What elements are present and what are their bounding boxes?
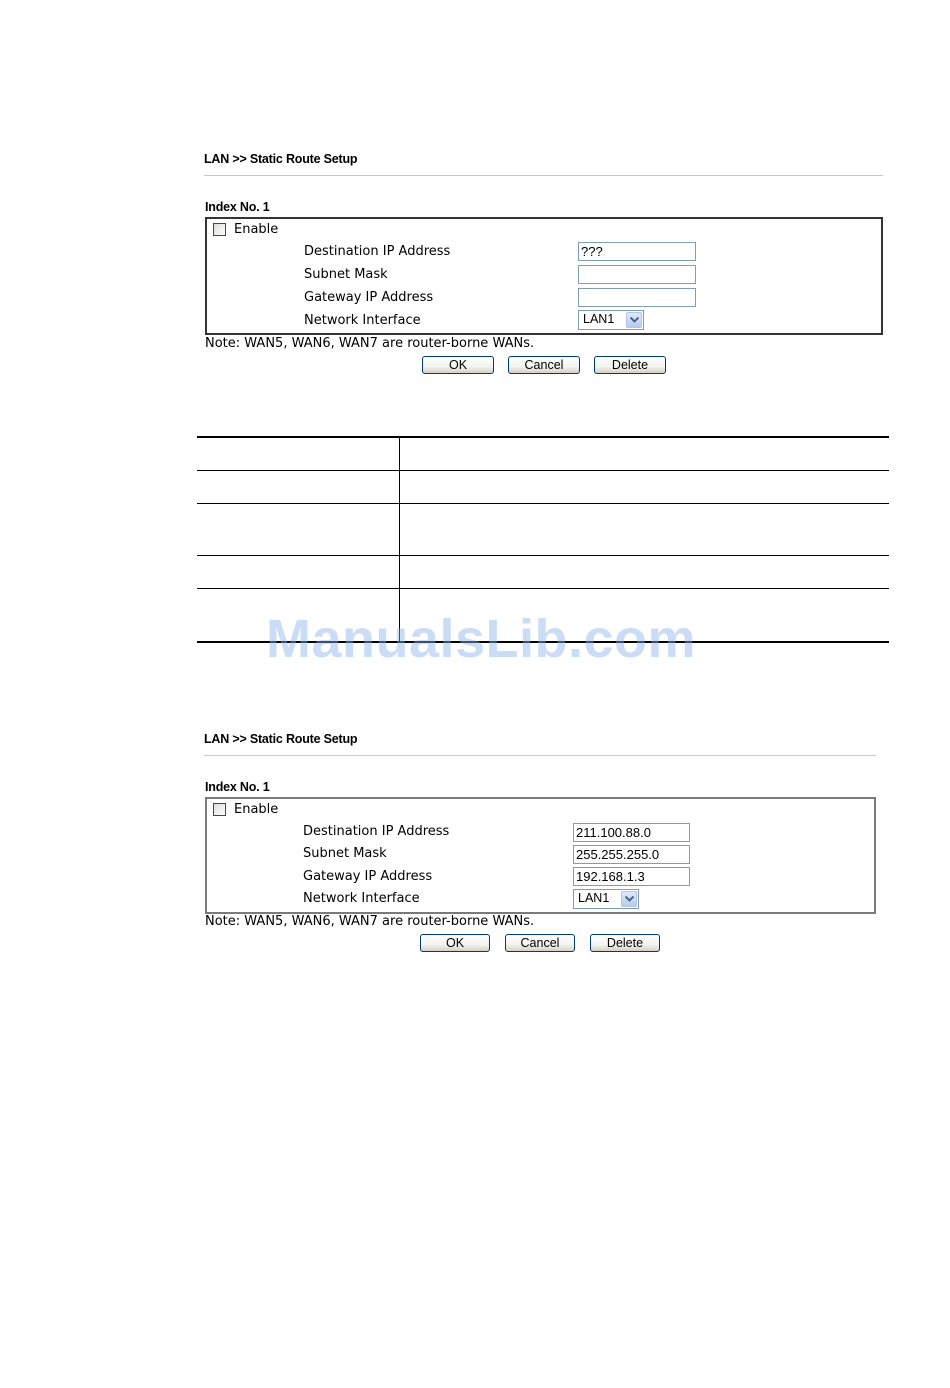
- gateway-ip-input[interactable]: [578, 288, 696, 307]
- delete-button[interactable]: Delete: [590, 934, 660, 952]
- table-top-rule: [197, 436, 889, 438]
- index-label: Index No. 1: [205, 780, 270, 794]
- chevron-down-icon[interactable]: [621, 891, 637, 907]
- destination-ip-input[interactable]: [578, 242, 696, 261]
- network-interface-select[interactable]: [573, 889, 639, 909]
- static-route-panel-empty: [204, 152, 888, 382]
- subnet-mask-input[interactable]: [578, 265, 696, 284]
- enable-label: Enable: [234, 802, 279, 817]
- page-title: LAN >> Static Route Setup: [204, 732, 358, 746]
- index-label: Index No. 1: [205, 200, 270, 214]
- subnet-mask-label: Subnet Mask: [303, 846, 387, 861]
- gateway-ip-input[interactable]: [573, 867, 690, 886]
- table-row-divider: [197, 470, 889, 471]
- network-interface-value: LAN1: [578, 891, 610, 905]
- network-interface-label: Network Interface: [304, 313, 421, 328]
- page-title: LAN >> Static Route Setup: [204, 152, 358, 166]
- title-divider: [204, 755, 876, 756]
- gateway-ip-label: Gateway IP Address: [304, 290, 434, 305]
- wan-note: Note: WAN5, WAN6, WAN7 are router-borne WANs.: [205, 914, 535, 929]
- subnet-mask-label: Subnet Mask: [304, 267, 388, 282]
- cancel-button[interactable]: Cancel: [508, 356, 580, 374]
- static-route-panel-filled: [204, 732, 882, 962]
- title-divider: [204, 175, 883, 176]
- network-interface-value: LAN1: [583, 312, 615, 326]
- cancel-button[interactable]: Cancel: [505, 934, 575, 952]
- watermark: ManualsLib.com: [266, 609, 697, 669]
- chevron-down-icon[interactable]: [626, 312, 642, 328]
- subnet-mask-input[interactable]: [573, 845, 690, 864]
- ok-button[interactable]: OK: [422, 356, 494, 374]
- route-form-box: [205, 217, 883, 335]
- destination-ip-label: Destination IP Address: [304, 244, 451, 259]
- ok-button[interactable]: OK: [420, 934, 490, 952]
- table-row-divider: [197, 588, 889, 589]
- destination-ip-label: Destination IP Address: [303, 824, 450, 839]
- enable-checkbox[interactable]: [213, 223, 226, 236]
- table-row-divider: [197, 503, 889, 504]
- network-interface-label: Network Interface: [303, 891, 420, 906]
- delete-button[interactable]: Delete: [594, 356, 666, 374]
- gateway-ip-label: Gateway IP Address: [303, 869, 433, 884]
- enable-checkbox[interactable]: [213, 803, 226, 816]
- route-form-box: [205, 797, 876, 914]
- table-row-divider: [197, 555, 889, 556]
- destination-ip-input[interactable]: [573, 823, 690, 842]
- network-interface-select[interactable]: [578, 310, 644, 330]
- wan-note: Note: WAN5, WAN6, WAN7 are router-borne WANs.: [205, 336, 535, 351]
- enable-label: Enable: [234, 222, 279, 237]
